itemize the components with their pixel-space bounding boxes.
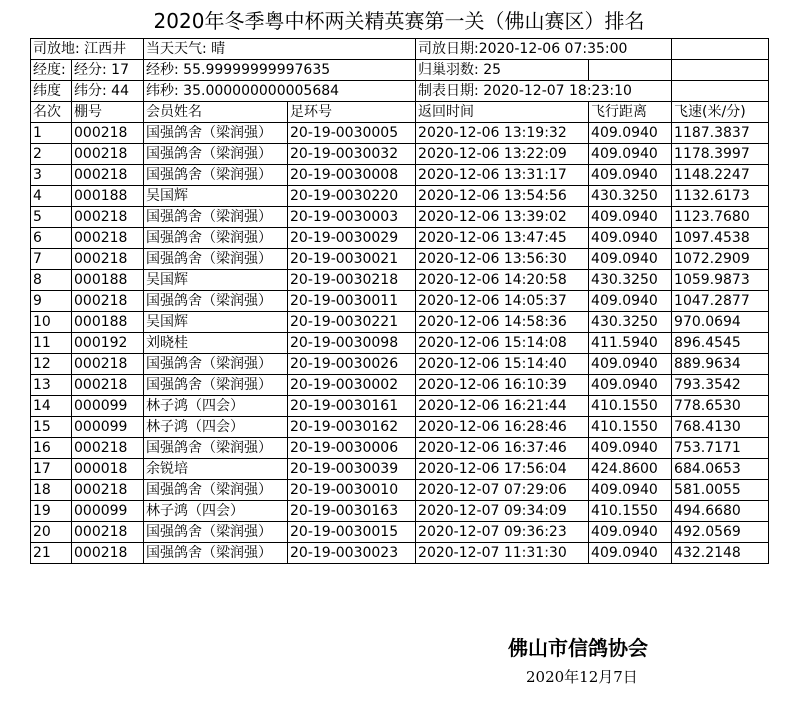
distance-cell: 409.0940: [589, 123, 672, 144]
weather: 当天天气: 晴: [144, 39, 416, 60]
member-cell: 国强鸽舍（梁润强）: [144, 291, 288, 312]
loft-cell: 000218: [72, 165, 144, 186]
return-time-cell: 2020-12-07 07:29:06: [416, 480, 589, 501]
rank-cell: 13: [31, 375, 72, 396]
empty-cell: [672, 39, 769, 60]
ring-cell: 20-19-0030161: [288, 396, 416, 417]
ranking-table: [30, 38, 769, 564]
loft-cell: 000218: [72, 354, 144, 375]
distance-cell: 424.8600: [589, 459, 672, 480]
distance-cell: 410.1550: [589, 417, 672, 438]
empty-cell: [672, 60, 769, 81]
rank-cell: 1: [31, 123, 72, 144]
table-row: [31, 396, 769, 417]
return-time-cell: 2020-12-06 14:58:36: [416, 312, 589, 333]
return-time-cell: 2020-12-06 15:14:08: [416, 333, 589, 354]
loft-cell: 000188: [72, 312, 144, 333]
rank-cell: 17: [31, 459, 72, 480]
member-cell: 吴国辉: [144, 186, 288, 207]
member-cell: 国强鸽舍（梁润强）: [144, 228, 288, 249]
member-cell: 国强鸽舍（梁润强）: [144, 144, 288, 165]
ring-cell: 20-19-0030029: [288, 228, 416, 249]
distance-cell: 411.5940: [589, 333, 672, 354]
return-time-cell: 2020-12-07 09:34:09: [416, 501, 589, 522]
distance-cell: 409.0940: [589, 354, 672, 375]
return-time-cell: 2020-12-06 14:20:58: [416, 270, 589, 291]
member-cell: 刘晓桂: [144, 333, 288, 354]
speed-cell: 1148.2247: [672, 165, 769, 186]
rank-cell: 3: [31, 165, 72, 186]
ring-cell: 20-19-0030032: [288, 144, 416, 165]
table-row: [31, 249, 769, 270]
rank-cell: 4: [31, 186, 72, 207]
distance-cell: 430.3250: [589, 186, 672, 207]
ring-cell: 20-19-0030218: [288, 270, 416, 291]
speed-cell: 970.0694: [672, 312, 769, 333]
header-rank: 名次: [31, 102, 72, 123]
ring-cell: 20-19-0030220: [288, 186, 416, 207]
rank-cell: 2: [31, 144, 72, 165]
ring-cell: 20-19-0030026: [288, 354, 416, 375]
distance-cell: 409.0940: [589, 144, 672, 165]
ring-cell: 20-19-0030162: [288, 417, 416, 438]
empty-cell: [589, 60, 672, 81]
loft-cell: 000218: [72, 249, 144, 270]
rank-cell: 11: [31, 333, 72, 354]
return-time-cell: 2020-12-07 11:31:30: [416, 543, 589, 564]
table-row: [31, 543, 769, 564]
report-date: 制表日期: 2020-12-07 18:23:10: [416, 81, 672, 102]
return-time-cell: 2020-12-06 13:19:32: [416, 123, 589, 144]
rank-cell: 16: [31, 438, 72, 459]
member-cell: 吴国辉: [144, 270, 288, 291]
ring-cell: 20-19-0030021: [288, 249, 416, 270]
distance-cell: 430.3250: [589, 270, 672, 291]
rank-cell: 5: [31, 207, 72, 228]
table-row: [31, 291, 769, 312]
distance-cell: 409.0940: [589, 249, 672, 270]
latitude-label: 纬度: [31, 81, 72, 102]
rank-cell: 9: [31, 291, 72, 312]
loft-cell: 000018: [72, 459, 144, 480]
return-time-cell: 2020-12-06 15:14:40: [416, 354, 589, 375]
loft-cell: 000099: [72, 396, 144, 417]
loft-cell: 000218: [72, 123, 144, 144]
ring-cell: 20-19-0030005: [288, 123, 416, 144]
distance-cell: 409.0940: [589, 522, 672, 543]
table-row: [31, 270, 769, 291]
speed-cell: 1132.6173: [672, 186, 769, 207]
ring-cell: 20-19-0030221: [288, 312, 416, 333]
return-time-cell: 2020-12-06 13:47:45: [416, 228, 589, 249]
speed-cell: 1178.3997: [672, 144, 769, 165]
loft-cell: 000099: [72, 501, 144, 522]
speed-cell: 793.3542: [672, 375, 769, 396]
rank-cell: 21: [31, 543, 72, 564]
rank-cell: 15: [31, 417, 72, 438]
return-count: 归巢羽数: 25: [416, 60, 589, 81]
return-time-cell: 2020-12-07 09:36:23: [416, 522, 589, 543]
ring-cell: 20-19-0030003: [288, 207, 416, 228]
speed-cell: 1047.2877: [672, 291, 769, 312]
rank-cell: 10: [31, 312, 72, 333]
return-time-cell: 2020-12-06 14:05:37: [416, 291, 589, 312]
speed-cell: 1123.7680: [672, 207, 769, 228]
distance-cell: 409.0940: [589, 207, 672, 228]
table-row: [31, 501, 769, 522]
table-row: [31, 123, 769, 144]
table-row: [31, 522, 769, 543]
rank-cell: 8: [31, 270, 72, 291]
ring-cell: 20-19-0030015: [288, 522, 416, 543]
table-row: [31, 354, 769, 375]
member-cell: 吴国辉: [144, 312, 288, 333]
member-cell: 国强鸽舍（梁润强）: [144, 165, 288, 186]
member-cell: 国强鸽舍（梁润强）: [144, 543, 288, 564]
speed-cell: 889.9634: [672, 354, 769, 375]
speed-cell: 1097.4538: [672, 228, 769, 249]
ring-cell: 20-19-0030023: [288, 543, 416, 564]
table-row: [31, 186, 769, 207]
ring-cell: 20-19-0030006: [288, 438, 416, 459]
distance-cell: 409.0940: [589, 165, 672, 186]
release-date: 司放日期:2020-12-06 07:35:00: [416, 39, 672, 60]
distance-cell: 409.0940: [589, 375, 672, 396]
loft-cell: 000188: [72, 186, 144, 207]
rank-cell: 18: [31, 480, 72, 501]
return-time-cell: 2020-12-06 16:10:39: [416, 375, 589, 396]
loft-cell: 000192: [72, 333, 144, 354]
ring-cell: 20-19-0030011: [288, 291, 416, 312]
table-row: [31, 312, 769, 333]
header-member: 会员姓名: [144, 102, 288, 123]
member-cell: 国强鸽舍（梁润强）: [144, 123, 288, 144]
member-cell: 国强鸽舍（梁润强）: [144, 207, 288, 228]
distance-cell: 409.0940: [589, 228, 672, 249]
loft-cell: 000218: [72, 375, 144, 396]
table-row: [31, 375, 769, 396]
header-loft: 棚号: [72, 102, 144, 123]
speed-cell: 896.4545: [672, 333, 769, 354]
rank-cell: 19: [31, 501, 72, 522]
table-row: [31, 144, 769, 165]
member-cell: 余锐培: [144, 459, 288, 480]
member-cell: 林子鸿（四会）: [144, 417, 288, 438]
return-time-cell: 2020-12-06 16:28:46: [416, 417, 589, 438]
rank-cell: 12: [31, 354, 72, 375]
header-return-time: 返回时间: [416, 102, 589, 123]
distance-cell: 409.0940: [589, 543, 672, 564]
info-row-1: [31, 39, 769, 60]
member-cell: 国强鸽舍（梁润强）: [144, 438, 288, 459]
return-time-cell: 2020-12-06 13:22:09: [416, 144, 589, 165]
distance-cell: 409.0940: [589, 438, 672, 459]
rank-cell: 6: [31, 228, 72, 249]
empty-cell: [672, 81, 769, 102]
loft-cell: 000218: [72, 207, 144, 228]
table-row: [31, 480, 769, 501]
ring-cell: 20-19-0030008: [288, 165, 416, 186]
speed-cell: 778.6530: [672, 396, 769, 417]
table-row: [31, 228, 769, 249]
member-cell: 国强鸽舍（梁润强）: [144, 522, 288, 543]
distance-cell: 409.0940: [589, 480, 672, 501]
info-row-2: [31, 60, 769, 81]
info-row-3: [31, 81, 769, 102]
rank-cell: 14: [31, 396, 72, 417]
longitude-seconds: 经秒: 55.99999999997635: [144, 60, 416, 81]
table-row: [31, 165, 769, 186]
return-time-cell: 2020-12-06 13:39:02: [416, 207, 589, 228]
distance-cell: 410.1550: [589, 396, 672, 417]
table-row: [31, 333, 769, 354]
loft-cell: 000188: [72, 270, 144, 291]
ring-cell: 20-19-0030098: [288, 333, 416, 354]
loft-cell: 000218: [72, 480, 144, 501]
footer-date: 2020年12月7日: [526, 668, 638, 686]
return-time-cell: 2020-12-06 13:54:56: [416, 186, 589, 207]
release-place: 司放地: 江西井: [31, 39, 144, 60]
return-time-cell: 2020-12-06 13:31:17: [416, 165, 589, 186]
header-speed: 飞速(米/分): [672, 102, 769, 123]
member-cell: 国强鸽舍（梁润强）: [144, 375, 288, 396]
longitude-minutes: 经分: 17: [72, 60, 144, 81]
speed-cell: 753.7171: [672, 438, 769, 459]
table-row: [31, 207, 769, 228]
distance-cell: 430.3250: [589, 312, 672, 333]
member-cell: 林子鸿（四会）: [144, 396, 288, 417]
distance-cell: 410.1550: [589, 501, 672, 522]
speed-cell: 1059.9873: [672, 270, 769, 291]
table-row: [31, 438, 769, 459]
return-time-cell: 2020-12-06 16:21:44: [416, 396, 589, 417]
loft-cell: 000218: [72, 228, 144, 249]
speed-cell: 768.4130: [672, 417, 769, 438]
distance-cell: 409.0940: [589, 291, 672, 312]
return-time-cell: 2020-12-06 17:56:04: [416, 459, 589, 480]
table-row: [31, 459, 769, 480]
speed-cell: 581.0055: [672, 480, 769, 501]
loft-cell: 000218: [72, 543, 144, 564]
return-time-cell: 2020-12-06 13:56:30: [416, 249, 589, 270]
page-title: 2020年冬季粤中杯两关精英赛第一关（佛山赛区）排名: [153, 9, 645, 33]
speed-cell: 432.2148: [672, 543, 769, 564]
speed-cell: 1187.3837: [672, 123, 769, 144]
rank-cell: 20: [31, 522, 72, 543]
member-cell: 林子鸿（四会）: [144, 501, 288, 522]
member-cell: 国强鸽舍（梁润强）: [144, 480, 288, 501]
latitude-minutes: 纬分: 44: [72, 81, 144, 102]
speed-cell: 684.0653: [672, 459, 769, 480]
loft-cell: 000218: [72, 438, 144, 459]
ring-cell: 20-19-0030163: [288, 501, 416, 522]
rank-cell: 7: [31, 249, 72, 270]
longitude-label: 经度:: [31, 60, 72, 81]
table-row: [31, 417, 769, 438]
header-distance: 飞行距离: [589, 102, 672, 123]
header-ring: 足环号: [288, 102, 416, 123]
speed-cell: 494.6680: [672, 501, 769, 522]
ring-cell: 20-19-0030039: [288, 459, 416, 480]
loft-cell: 000218: [72, 144, 144, 165]
loft-cell: 000218: [72, 291, 144, 312]
latitude-seconds: 纬秒: 35.000000000005684: [144, 81, 416, 102]
ring-cell: 20-19-0030002: [288, 375, 416, 396]
return-time-cell: 2020-12-06 16:37:46: [416, 438, 589, 459]
speed-cell: 492.0569: [672, 522, 769, 543]
header-row: [31, 102, 769, 123]
member-cell: 国强鸽舍（梁润强）: [144, 249, 288, 270]
member-cell: 国强鸽舍（梁润强）: [144, 354, 288, 375]
organization-name: 佛山市信鸽协会: [508, 636, 648, 660]
loft-cell: 000218: [72, 522, 144, 543]
ring-cell: 20-19-0030010: [288, 480, 416, 501]
loft-cell: 000099: [72, 417, 144, 438]
speed-cell: 1072.2909: [672, 249, 769, 270]
